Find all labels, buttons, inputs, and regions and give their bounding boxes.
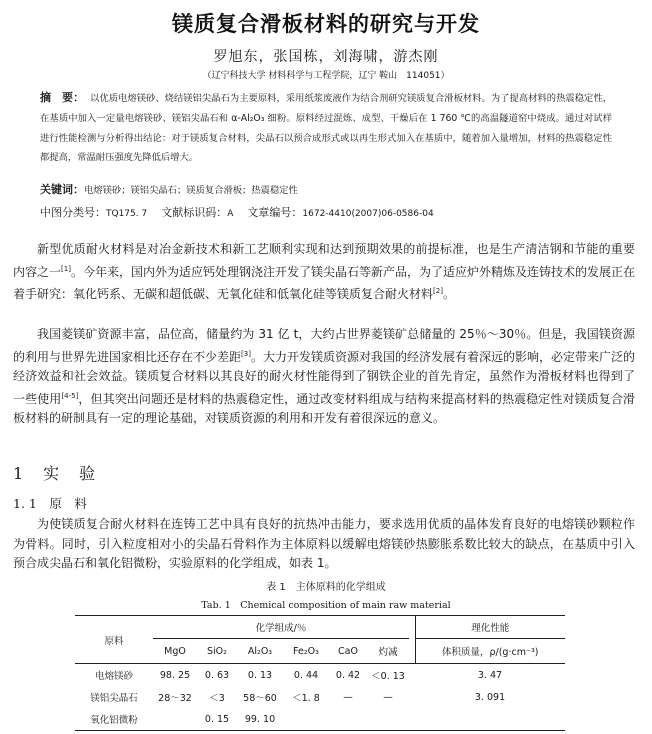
citation-ref: [1] (61, 264, 71, 273)
paragraph-text: 我国菱镁矿资源丰富，品位高，储量约为 31 亿 t，大约占世界菱镁矿总储量的 25％～30％。但是，我国镁资源的利用与世界先进国家相比还存在不少差距 (13, 327, 635, 364)
paragraph-text: ，但其突出问题还是材料的热震稳定性，通过改变材料组成与结构来提高材料的热震稳定性对镁质复合滑板材料的研制具有一定的理论基础，对镁质资源的利用和开发有着很深远的意义。 (13, 391, 635, 425)
table-cell: 99. 10 (237, 708, 283, 731)
keywords-label: 关键词： (40, 183, 84, 196)
abstract (40, 88, 612, 168)
paragraph-text: 。今年来，国内外为适应钙处理钢浇注开发了镁尖晶石等新产品，为了适应炉外精炼及连铸技术的发展正在着手研究：氧化钙系、无碳和超低碳、无氧化硅和低氧化硅等镁质复合耐火材料 (13, 264, 635, 301)
table-cell: 0. 15 (197, 708, 237, 731)
table-cell: 28～32 (158, 693, 192, 704)
body-paragraph-2 (13, 325, 635, 429)
table-cell: 58～60 (243, 693, 277, 704)
article-number-label: 文章编号： (247, 206, 303, 219)
table-cell: — (343, 691, 353, 703)
citation-ref: [3] (241, 349, 251, 358)
table-cell (329, 708, 367, 731)
table-cell: 3. 47 (477, 669, 503, 681)
row-name: 电熔镁砂 (94, 671, 133, 682)
header-material: 原料 (75, 616, 153, 664)
affiliation: （辽宁科技大学 材料科学与工程学院，辽宁 鞍山 114051） (202, 71, 450, 81)
table-cell: 3. 091 (474, 691, 506, 703)
column-header: Fe₂O₃ (283, 639, 329, 664)
table-caption: 表 1 主体原料的化学组成 (266, 582, 386, 593)
table-cell (153, 708, 197, 731)
table-cell: 0. 44 (293, 669, 319, 681)
paragraph-text: 。 (442, 287, 455, 301)
abstract-label: 摘 要： (40, 91, 85, 104)
doc-code-label: 文献标识码： (161, 206, 228, 219)
table-cell: 0. 63 (204, 669, 230, 681)
table-row (75, 664, 565, 687)
header-property: 理化性能 (415, 616, 565, 639)
clc-value: TQ175. 7 (106, 209, 148, 219)
author-list: 罗旭东，张国栋，刘海啸，游杰刚 (213, 49, 439, 65)
table-row (75, 708, 565, 731)
doc-code-value: A (227, 209, 234, 219)
table-cell (283, 708, 329, 731)
keywords-text: 电熔镁砂；镁铝尖晶石；镁质复合滑板；热震稳定性 (84, 185, 298, 196)
table-cell (415, 708, 565, 731)
table-cell (367, 708, 409, 731)
table-cell: 0. 13 (247, 669, 273, 681)
subsection-heading-1-1: 1. 1 原 料 (13, 496, 87, 511)
column-header: 体积质量，ρ/(g·cm⁻³) (415, 639, 565, 664)
abstract-text: 以优质电熔镁砂、烧结镁铝尖晶石为主要原料，采用纸浆废液作为结合剂研究镁质复合滑板材料。为了提高材料的热震稳定性，在基质中加入一定量电熔镁砂、镁铝尖晶石和 α-Al₂O₃ 细粉。原料经过混炼、成型、干燥后在 1 760 ℃的高温隧道窑中烧成。通过对试样进行性能检测与分析得出结论：对于镁质复合材料，尖晶石以预合成形式或以再生形式加入在基质中，随着加入量增加，材料的热震稳定性都提高，常温耐压强度先降低后增大。 (40, 93, 612, 164)
column-header: 灼减 (367, 639, 409, 664)
table-cell: 0. 42 (335, 669, 361, 681)
column-header: Al₂O₃ (237, 639, 283, 664)
header-composition: 化学组成/％ (153, 616, 409, 639)
column-header: SiO₂ (197, 639, 237, 664)
row-name: 镁铝尖晶石 (90, 693, 138, 704)
keywords (40, 181, 612, 197)
composition-table (75, 615, 565, 731)
body-paragraph-3: 为使镁质复合耐火材料在连铸工艺中具有良好的抗热冲击能力，要求选用优质的晶体发育良好的电熔镁砂颗粒作为骨料。同时，引入粒度相对小的尖晶石骨料作为主体原料以缓解电熔镁砂热膨胀系数比较大的缺点，在基质中引入预合成尖晶石和氧化铝微粉，实验原料的化学组成，如表 1。 (13, 517, 635, 570)
paper-title: 镁质复合滑板材料的研究与开发 (172, 11, 480, 36)
classification-line (40, 204, 612, 220)
table-caption-en: Tab. 1 Chemical composition of main raw material (201, 600, 451, 611)
paragraph-text: 。大力开发镁质资源对我国的经济发展有着深远的影响，必定带来广泛的经济效益和社会效益。镁质复合材料以其良好的耐火材性能得到了钢铁企业的首先肯定，虽然作为滑板材料也得到了一些使用 (13, 349, 635, 406)
column-header: MgO (153, 639, 197, 664)
section-heading-1: 1 实 验 (13, 464, 98, 483)
table-cell: 98. 25 (159, 669, 191, 681)
table-cell: ＜1. 8 (292, 693, 320, 704)
clc-label: 中图分类号： (40, 206, 106, 219)
body-paragraph-1 (13, 240, 635, 305)
table-cell: ＜0. 13 (371, 671, 405, 682)
paragraph-text: 新型优质耐火材料是对冶金新技术和新工艺顺利实现和达到预期效果的前提标准，也是生产清洁钢和节能的重要内容之一 (13, 242, 635, 279)
table-row (75, 686, 565, 708)
table-cell: — (383, 691, 393, 703)
row-name: 氧化铝微粉 (75, 708, 153, 731)
citation-ref: [2] (433, 287, 443, 295)
table-cell: ＜3 (209, 693, 225, 704)
column-header: CaO (329, 639, 367, 664)
article-number-value: 1672-4410(2007)06-0586-04 (302, 209, 434, 219)
citation-ref: [4-5] (61, 391, 79, 400)
